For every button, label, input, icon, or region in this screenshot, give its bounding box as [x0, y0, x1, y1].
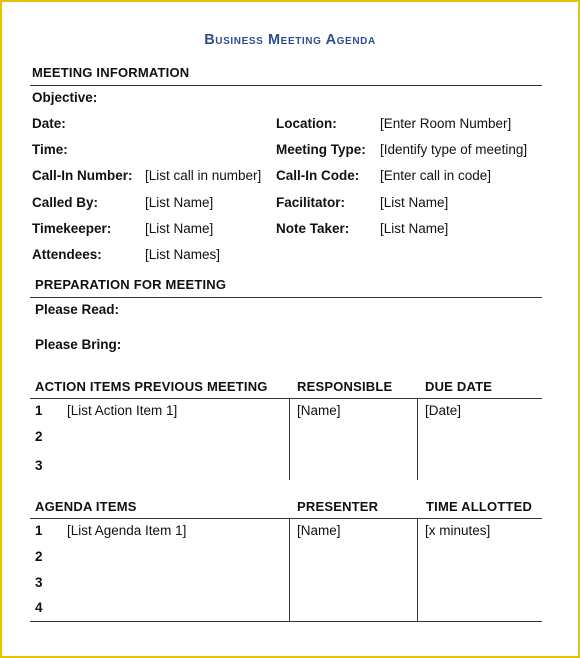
action-row-number: 2: [35, 429, 43, 444]
facilitator-value[interactable]: [List Name]: [380, 195, 449, 210]
due-date-cell[interactable]: [Date]: [425, 403, 462, 418]
responsible-cell[interactable]: [Name]: [297, 403, 341, 418]
action-row-number: 1: [35, 403, 43, 418]
page-title: Business Meeting Agenda: [204, 32, 376, 48]
note-taker-label: Note Taker:: [276, 221, 350, 236]
timekeeper-label: Timekeeper:: [32, 221, 112, 236]
action-col-divider-1: [289, 399, 290, 480]
facilitator-label: Facilitator:: [276, 195, 346, 210]
called-by-value[interactable]: [List Name]: [145, 195, 214, 210]
timekeeper-value[interactable]: [List Name]: [145, 221, 214, 236]
please-bring-label: Please Bring:: [35, 337, 122, 352]
agenda-items-header: AGENDA ITEMS: [35, 499, 137, 514]
action-item-cell[interactable]: [List Action Item 1]: [67, 403, 178, 418]
agenda-bottom-line: [30, 621, 542, 622]
agenda-items-divider: [30, 518, 542, 519]
location-value[interactable]: [Enter Room Number]: [380, 116, 512, 131]
meeting-info-heading: MEETING INFORMATION: [32, 65, 190, 80]
attendees-label: Attendees:: [32, 247, 102, 262]
callin-code-value[interactable]: [Enter call in code]: [380, 168, 492, 183]
please-read-label: Please Read:: [35, 302, 120, 317]
agenda-item-cell[interactable]: [List Agenda Item 1]: [67, 523, 187, 538]
date-label: Date:: [32, 116, 66, 131]
meeting-type-value[interactable]: [Identify type of meeting]: [380, 142, 528, 157]
location-label: Location:: [276, 116, 337, 131]
presenter-header: PRESENTER: [297, 499, 379, 514]
meeting-info-divider: [30, 85, 542, 86]
objective-label: Objective:: [32, 90, 98, 105]
callin-number-value[interactable]: [List call in number]: [145, 168, 262, 183]
callin-number-label: Call-In Number:: [32, 168, 133, 183]
agenda-col-divider-2: [417, 519, 418, 621]
called-by-label: Called By:: [32, 195, 99, 210]
agenda-col-divider-1: [289, 519, 290, 621]
preparation-heading: PREPARATION FOR MEETING: [35, 277, 227, 292]
meeting-type-label: Meeting Type:: [276, 142, 366, 157]
action-items-header: ACTION ITEMS PREVIOUS MEETING: [35, 379, 268, 394]
agenda-row-number: 2: [35, 549, 43, 564]
action-col-divider-2: [417, 399, 418, 480]
action-row-number: 3: [35, 458, 43, 473]
agenda-row-number: 3: [35, 575, 43, 590]
agenda-row-number: 4: [35, 600, 43, 615]
time-allotted-cell[interactable]: [x minutes]: [425, 523, 491, 538]
callin-code-label: Call-In Code:: [276, 168, 360, 183]
agenda-row-number: 1: [35, 523, 43, 538]
presenter-cell[interactable]: [Name]: [297, 523, 341, 538]
preparation-divider: [30, 297, 542, 298]
responsible-header: RESPONSIBLE: [297, 379, 393, 394]
action-items-divider: [30, 398, 542, 399]
attendees-value[interactable]: [List Names]: [145, 247, 221, 262]
time-allotted-header: TIME ALLOTTED: [426, 499, 533, 514]
due-date-header: DUE DATE: [425, 379, 493, 394]
note-taker-value[interactable]: [List Name]: [380, 221, 449, 236]
time-label: Time:: [32, 142, 68, 157]
